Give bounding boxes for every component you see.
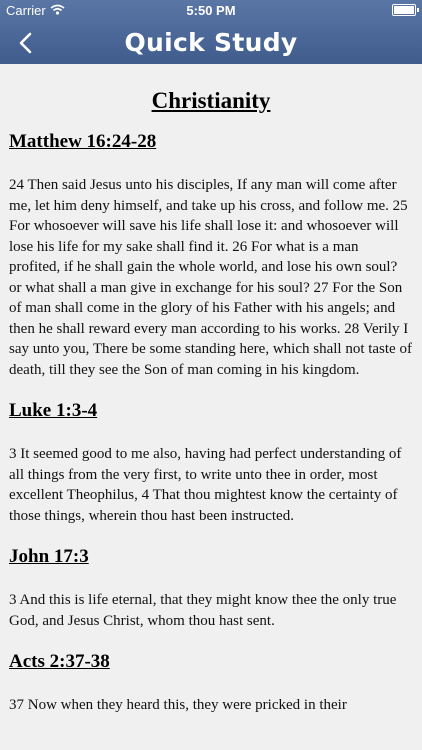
status-time: 5:50 PM [186,3,236,18]
nav-title: Quick Study [124,28,298,57]
carrier-label: Carrier [6,3,46,18]
passage-reference[interactable]: Luke 1:3-4 [9,400,98,421]
passage-acts [9,651,413,716]
study-content [0,88,422,716]
passage-matthew [9,131,413,380]
passage-reference[interactable]: John 17:3 [9,546,89,567]
passage-text: 3 And this is life eternal, that they might know thee the only true God, and Jesus Christ, whom thou hast sent. [9,592,397,629]
passage-john [9,546,413,631]
passage-text: 24 Then said Jesus unto his disciples, If any man will come after me, let him deny himself, and take up his cross, and follow me. 25 For whosoever will save his life shall lose it: and whosoever will lose his life for my sake shall find it. 26 For what is a man profited, if he shall gain the whole world, and lose his own soul? or what shall a man give in exchange for his soul? 27 For the Son of man shall come in the glory of his Father with his angels; and then he shall reward every man according to his works. 28 Verily I say unto you, There be some standing here, which shall not taste of death, till they see the Son of man coming in his kingdom. [9,177,412,378]
passage-reference[interactable]: Acts 2:37-38 [9,651,110,672]
page-heading: Christianity [151,88,271,113]
passage-luke [9,400,413,526]
passage-text: 3 It seemed good to me also, having had perfect understanding of all things from the very first, to write unto thee in order, most excellent Theophilus, 4 That thou mightest know the certainty of those things, wherein thou hast been instructed. [9,446,402,524]
navigation-bar [0,0,422,64]
battery-icon [392,4,416,16]
status-bar [0,0,422,20]
passage-reference[interactable]: Matthew 16:24-28 [9,131,157,152]
passage-text: 37 Now when they heard this, they were pricked in their [9,697,347,713]
